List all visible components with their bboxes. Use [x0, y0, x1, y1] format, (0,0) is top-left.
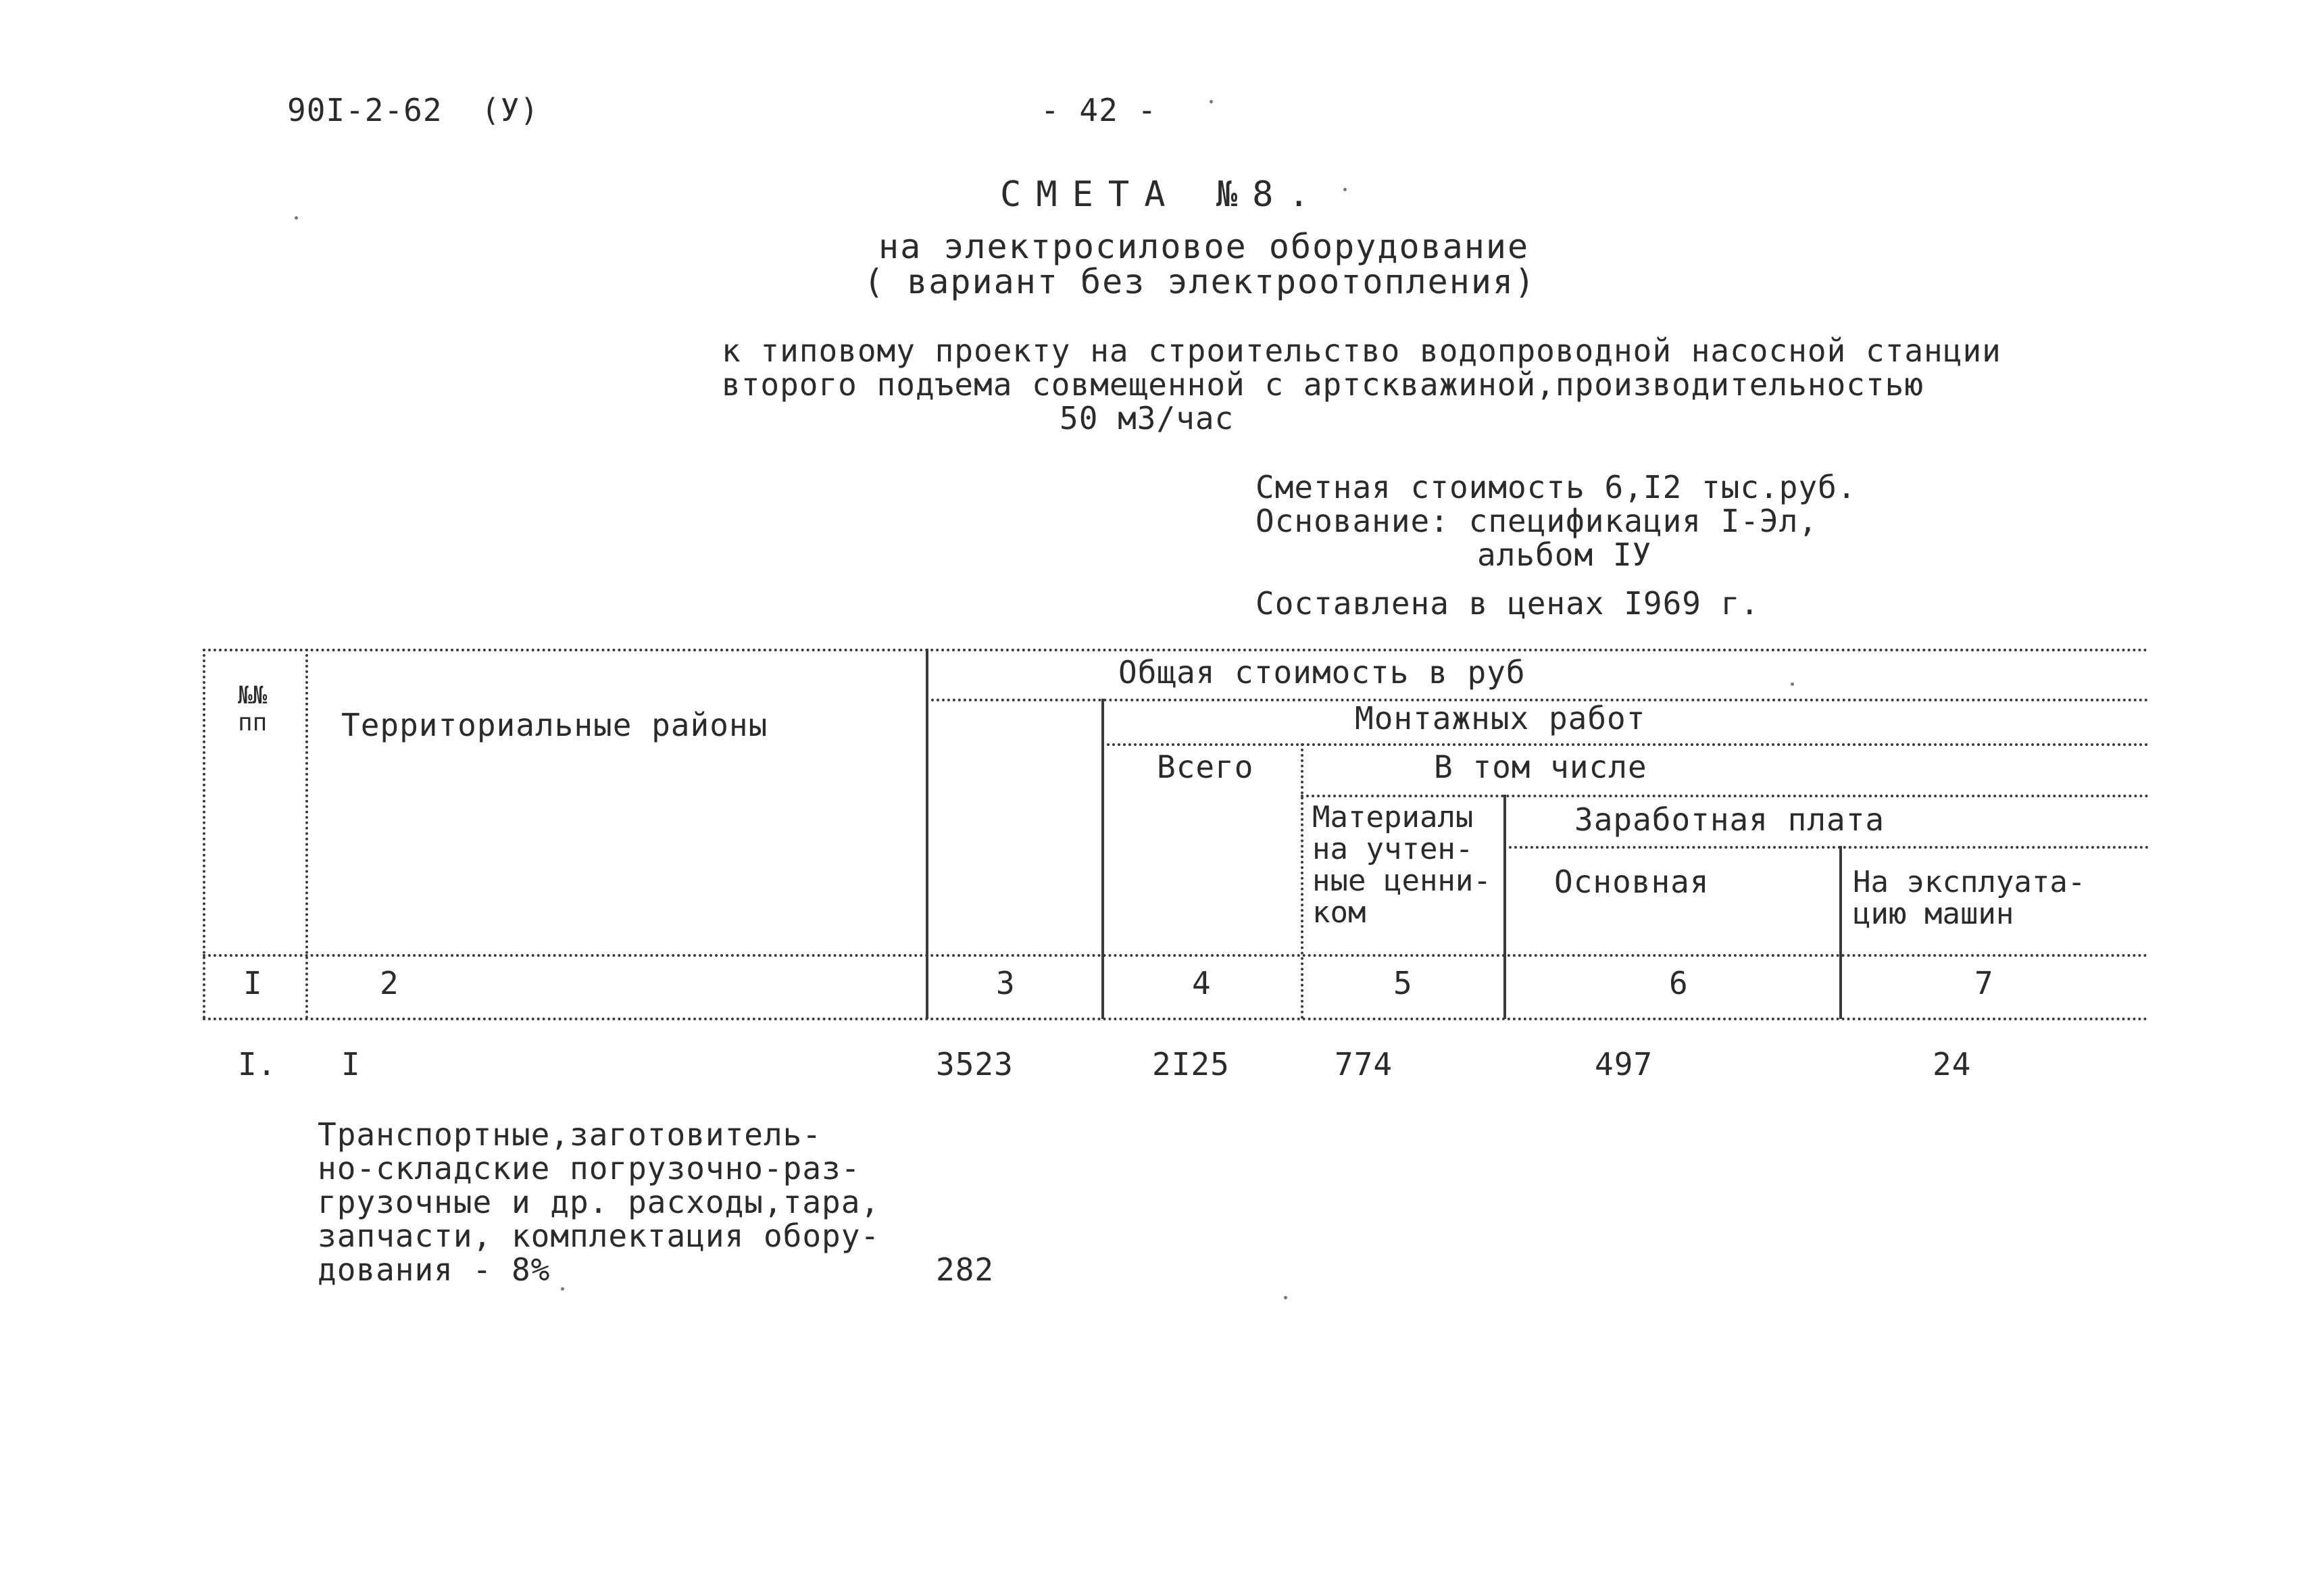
row-machines: 24: [1933, 1046, 1972, 1082]
estimate-subtitle-2: ( вариант без электроотопления): [864, 262, 1537, 301]
col-number-6: 6: [1669, 965, 1689, 1001]
header-bottom-border: [203, 954, 2149, 957]
salary-header-border: [1503, 846, 2149, 849]
project-line-2: второго подъема совмещенной с артскважиной,производительностью: [722, 366, 1924, 403]
overhead-value: 282: [936, 1251, 995, 1288]
project-line-1: к типовому проекту на строительство водопроводной насосной станции: [722, 332, 2001, 369]
row-basic: 497: [1595, 1046, 1653, 1082]
row-materials: 774: [1335, 1046, 1393, 1082]
header-num: №№ пп: [238, 682, 268, 737]
col-number-7: 7: [1974, 965, 1994, 1001]
col-number-5: 5: [1393, 965, 1413, 1001]
col-number-2: 2: [380, 965, 399, 1001]
header-total-cost: Общая стоимость в руб: [1118, 654, 1526, 691]
header-materials: Материалы на учтен- ные ценни- ком: [1312, 800, 1491, 930]
materials-col-border: [1503, 795, 1506, 1019]
table-left-border: [203, 649, 205, 1019]
header-all: Всего: [1157, 749, 1254, 785]
estimate-title: СМЕТА №8.: [1000, 174, 1324, 215]
overhead-label: Транспортные,заготовитель- но-складские погрузочно-раз- грузочные и др. расходы,тара, запчасти, комплектация обору- дования - 8%: [318, 1116, 880, 1288]
header-basic: Основная: [1554, 864, 1710, 900]
row-region: I: [341, 1046, 361, 1082]
total-col-border: [1101, 699, 1104, 1019]
col-number-3: 3: [996, 965, 1016, 1001]
all-col-border: [1301, 743, 1303, 1019]
scan-speck: [1791, 682, 1794, 686]
basic-col-border: [1839, 846, 1842, 1019]
col-number-4: 4: [1192, 965, 1212, 1001]
num-col-border: [305, 649, 308, 1019]
header-salary: Заработная плата: [1574, 801, 1885, 838]
row-all: 2I25: [1152, 1046, 1230, 1082]
column-numbers-bottom-border: [203, 1018, 2149, 1020]
regions-col-border: [926, 649, 928, 1019]
header-including: В том числе: [1434, 749, 1647, 785]
row-total: 3523: [936, 1046, 1014, 1082]
header-install: Монтажных работ: [1355, 700, 1646, 737]
project-line-3: 50 м3/час: [1060, 400, 1235, 437]
header-machines: На эксплуата- цию машин: [1853, 865, 2086, 931]
scan-speck: [1210, 100, 1213, 103]
col-number-1: I: [243, 965, 263, 1001]
scan-speck: [561, 1287, 564, 1291]
basis-line-1: Основание: спецификация I-Эл,: [1255, 503, 1818, 539]
materials-header-border: [1301, 795, 2149, 797]
scan-speck: [1284, 1296, 1287, 1299]
scan-speck: [1343, 188, 1347, 191]
including-header-border: [1101, 743, 2149, 746]
table-top-border: [203, 649, 2149, 651]
scan-speck: [295, 216, 298, 220]
row-num: I.: [238, 1046, 277, 1082]
price-basis: Составлена в ценах I969 г.: [1255, 585, 1760, 622]
estimate-subtitle-1: на электросиловое оборудование: [878, 227, 1530, 266]
basis-line-2: альбом IУ: [1477, 537, 1652, 573]
document-code: 90I-2-62 (У): [287, 92, 540, 128]
page-number: - 42 -: [1041, 92, 1158, 128]
header-regions: Территориальные районы: [341, 707, 768, 743]
estimated-cost: Сметная стоимость 6,I2 тыс.руб.: [1255, 469, 1857, 505]
